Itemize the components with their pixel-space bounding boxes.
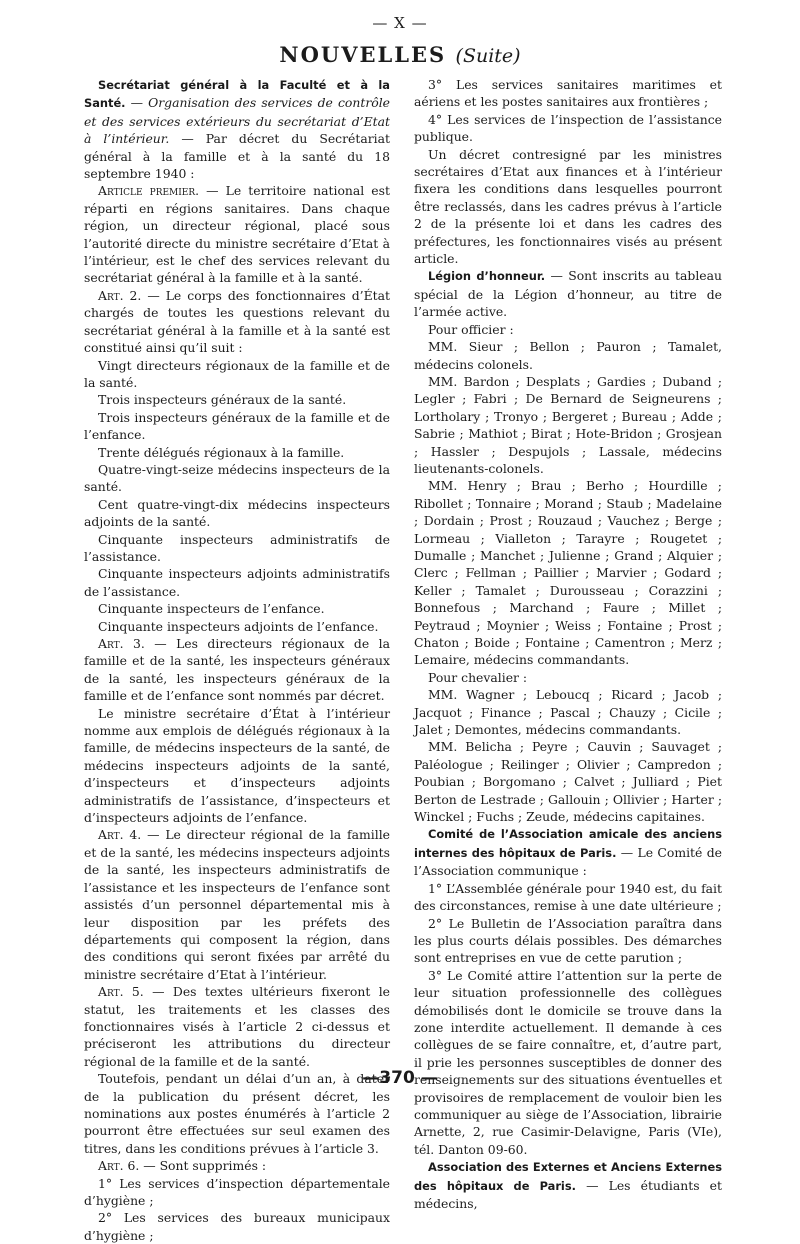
officier-colonels: MM. Sieur ; Bellon ; Pauron ; Tamalet, médecins colonels. xyxy=(414,339,722,372)
externes-heading: Association des Externes et Anciens Externes des hôpitaux de Paris. xyxy=(414,1160,722,1193)
corps-item: Vingt directeurs régionaux de la famille et de la santé. xyxy=(84,357,390,390)
art3-text: Les directeurs régionaux de la famille et de la santé, les inspecteurs généraux de la santé, les inspecteurs généraux de la famille et de l’enfance sont nommés par décret. xyxy=(84,636,390,704)
corps-item: Quatre-vingt-seize médecins inspecteurs de la santé. xyxy=(84,461,390,495)
corps-item: Cinquante inspecteurs administratifs de l’assistance. xyxy=(84,531,390,564)
officier-commandants: MM. Henry ; Brau ; Berho ; Hourdille ; Ribollet ; Tonnaire ; Morand ; Staub ; Madelaine ; Dordain ; Prost ; Rouzaud ; Vauchez ; Berge ; Lormeau ; Vialleton ; Tarayre ; Rougetet ; Dumalle ; Manchet ; Julienne ; Grand ; Alquier ; Clerc ; Fellman ; Paillier ; Marvier ; Godard ; Keller ; Tamalet ; Durousseau ; Corazzini ; Bonnefous ; Marchand ; Faure ; Millet ; Peytraud ; Moynier ; Weiss ; Fontaine ; Prost ; Chaton ; Boide ; Fontaine ; Camentron ; Merz ; Lemaire, médecins commandants. xyxy=(414,478,722,668)
right-column xyxy=(414,76,722,1212)
sec-paragraph: Secrétariat général à la Faculté et à la Santé. — Organisation des services de contrôle et des services extérieurs du secrétariat d’Etat à l’intérieur. — Par décret du Secrétariat général à la famille et à la santé du 18 septembre 1940 : xyxy=(84,78,390,182)
comite-paragraph: Comité de l’Association amicale des anciens internes des hôpitaux de Paris. — Le Comité de l’Association communique : xyxy=(414,827,722,879)
corps-item: Trois inspecteurs généraux de la famille et de l’enfance. xyxy=(84,409,390,443)
corps-item: Trente délégués régionaux à la famille. xyxy=(98,444,345,460)
art5-paragraph: Art. 5. — Des textes ultérieurs fixeront le statut, les traitements et les classes des fonctionnaires visés à l’article 2 ci-dessus et préciseront les attributions du directeur régional de la famille et de la santé. xyxy=(84,984,390,1069)
art2-text: Le corps des fonctionnaires d’État chargés de toutes les questions relevant du secrétariat général à la famille et à la santé est constitué ainsi qu’il suit : xyxy=(84,287,390,356)
corps-item: Cent quatre-vingt-dix médecins inspecteurs adjoints de la santé. xyxy=(84,496,390,530)
chevalier-capitaines: MM. Belicha ; Peyre ; Cauvin ; Sauvaget ; Paléologue ; Reilinger ; Olivier ; Campredon ; Poubian ; Borgomano ; Calvet ; Julliard ; Piet Berton de Lestrade ; Gallouin ; Ollivier ; Harter ; Winckel ; Fuchs ; Zeude, médecins capitaines. xyxy=(414,739,722,825)
chevalier-label: Pour chevalier : xyxy=(428,669,528,685)
corps-item: Trois inspecteurs généraux de la santé. xyxy=(98,392,347,408)
art1-label: Article premier. xyxy=(98,183,200,199)
corps-item: Cinquante inspecteurs adjoints de l’enfance. xyxy=(98,618,379,634)
art6-paragraph: Art. 6. — Sont supprimés : xyxy=(98,1158,267,1174)
art5-label: Art. 5. xyxy=(98,984,144,1000)
corps-item: Cinquante inspecteurs de l’enfance. xyxy=(98,601,325,617)
art3-label: Art. 3. xyxy=(98,636,145,651)
art4-label: Art. 4. xyxy=(98,827,142,843)
art6-item: 1° Les services d’inspection départementale d’hygiène ; xyxy=(84,1175,390,1208)
sec-intro: Par décret du Secrétariat général à la famille et à la santé du 18 septembre 1940 : xyxy=(84,131,390,182)
art6-item: 3° Les services sanitaires maritimes et aériens et les postes sanitaires aux frontières ; xyxy=(414,77,722,110)
comite-item: 1° L’Assemblée générale pour 1940 est, du fait des circonstances, remise à une date ultérieure ; xyxy=(414,880,722,914)
chevalier-commandants: MM. Wagner ; Leboucq ; Ricard ; Jacob ; Jacquot ; Finance ; Pascal ; Chauzy ; Cicile ; Jalet ; Demontes, médecins commandants. xyxy=(414,687,722,738)
art6-item: 4° Les services de l’inspection de l’assistance publique. xyxy=(414,111,722,145)
page-header-number: — X — xyxy=(372,14,428,32)
page-footer-number: —370 — xyxy=(362,1068,438,1088)
externes-paragraph: Association des Externes et Anciens Externes des hôpitaux de Paris. — Les étudiants et médecins, xyxy=(414,1160,722,1211)
art1-paragraph: Article premier. — Le territoire national est réparti en régions sanitaires. Dans chaque région, un directeur régional, placé sous l’autorité directe du ministre secrétaire d’Etat à l’intérieur, est le chef des services relevant du secrétariat général à la famille et à la santé. xyxy=(84,183,390,286)
art3-paragraph: Art. 3. — Les directeurs régionaux de la famille et de la santé, les inspecteurs généraux de la santé, les inspecteurs généraux de la famille et de l’enfance sont nommés par décret. xyxy=(84,636,390,704)
art5-text: Des textes ultérieurs fixeront le statut, les traitements et les classes des fonctionnaires visés à l’article 2 ci-dessus et préciseront les attributions du directeur régional de la famille et de la santé. xyxy=(84,984,390,1069)
page-title xyxy=(0,42,800,67)
art5-paragraph-2: Toutefois, pendant un délai d’un an, à dater de la publication du présent décret, les nominations aux postes énumérés à l’article 2 pourront être effectuées sur seul examen des titres, dans les conditions prévues à l’article 3. xyxy=(84,1071,390,1156)
title-suffix: (Suite) xyxy=(455,45,521,67)
title-main: NOUVELLES xyxy=(279,42,447,67)
comite-intro: Le Comité de l’Association communique : xyxy=(414,844,722,879)
art2-paragraph: Art. 2. — Le corps des fonctionnaires d’État chargés de toutes les questions relevant du secrétariat général à la famille et à la santé est constitué ainsi qu’il suit : xyxy=(84,287,390,356)
sec-subtitle: Organisation des services de contrôle et des services extérieurs du secrétariat d’Etat à l’intérieur. xyxy=(84,95,390,147)
art2-label: Art. 2. xyxy=(98,287,142,303)
officier-label: Pour officier : xyxy=(428,321,514,337)
art1-text: Le territoire national est réparti en régions sanitaires. Dans chaque région, un directeur régional, placé sous l’autorité directe du ministre secrétaire d’Etat à l’intérieur, est le chef des services relevant du secrétariat général à la famille et à la santé. xyxy=(84,183,390,286)
art6-item: 2° Les services des bureaux municipaux d’hygiène ; xyxy=(84,1210,390,1243)
art6-label: Art. 6. xyxy=(98,1158,140,1174)
officier-lt-colonels: MM. Bardon ; Desplats ; Gardies ; Duband ; Legler ; Fabri ; De Bernard de Seigneurens ; Lortholary ; Tronyo ; Bergeret ; Bureau ; Adde ; Sabrie ; Mathiot ; Birat ; Hote-Bridon ; Grosjean ; Hassler ; Despujols ; Lassale, médecins lieutenants-colonels. xyxy=(414,373,722,476)
legion-intro: Sont inscrits au tableau spécial de la Légion d’honneur, au titre de l’armée active. xyxy=(414,268,722,320)
comite-item: 2° Le Bulletin de l’Association paraîtra dans les plus courts délais possibles. Des démarches sont entreprises en vue de cette parution ; xyxy=(414,915,722,966)
decree-paragraph: Un décret contresigné par les ministres secrétaires d’Etat aux finances et à l’intérieur fixera les conditions dans lesquelles pourront être reclassés, dans les cadres prévus à l’article 2 de la présente loi et dans les cadres des préfectures, les fonctionnaires visés au présent article. xyxy=(414,146,722,267)
legion-heading: Légion d’honneur. xyxy=(428,269,546,284)
corps-item: Cinquante inspecteurs adjoints administratifs de l’assistance. xyxy=(84,566,390,599)
art4-paragraph: Art. 4. — Le directeur régional de la famille et de la santé, les médecins inspecteurs adjoints de la santé, les inspecteurs administratifs de l’assistance et les inspecteurs de l’enfance sont assistés d’un personnel départemental mis à leur disposition par les préfets des départements qui composent la région, dans des conditions qui seront fixées par arrêté du ministre secrétaire d’Etat à l’intérieur. xyxy=(84,827,390,982)
sec-heading: Secrétariat général à la Faculté et à la Santé. xyxy=(84,78,390,111)
externes-text: Les étudiants et médecins, xyxy=(414,1177,722,1211)
art6-text: Sont supprimés : xyxy=(159,1158,267,1174)
legion-paragraph: Légion d’honneur. — Sont inscrits au tableau spécial de la Légion d’honneur, au titre de l’armée active. xyxy=(414,268,722,320)
art4-text: Le directeur régional de la famille et de la santé, les médecins inspecteurs adjoints de la santé, les inspecteurs administratifs de l’assistance et les inspecteurs de l’enfance sont assistés d’un personnel départemental mis à leur disposition par les préfets des départements qui composent la région, dans des conditions qui seront fixées par arrêté du ministre secrétaire d’Etat à l’intérieur. xyxy=(84,827,390,982)
comite-item: 3° Le Comité attire l’attention sur la perte de leur situation professionnelle des collègues démobilisés dont le domicile se trouve dans la zone interdite actuellement. Il demande à ces collègues de se faire connaître, et, d’autre part, il prie les personnes susceptibles de donner des renseignements sur des situations éventuelles et provisoires de remplacement de vouloir bien les communiquer au siège de l’Association, librairie Arnette, 2, rue Casimir-Delavigne, Paris (VIe), tél. Danton 09-60. xyxy=(414,967,722,1157)
art3-paragraph-2: Le ministre secrétaire d’État à l’intérieur nomme aux emplois de délégués régionaux à la famille, de médecins inspecteurs de la santé, de médecins inspecteurs adjoints de la santé, d’inspecteurs et d’inspecteurs adjoints administratifs de l’assistance, d’inspecteurs et d’inspecteurs adjoints de l’enfance. xyxy=(84,705,390,826)
comite-heading: Comité de l’Association amicale des anciens internes des hôpitaux de Paris. xyxy=(414,827,722,860)
